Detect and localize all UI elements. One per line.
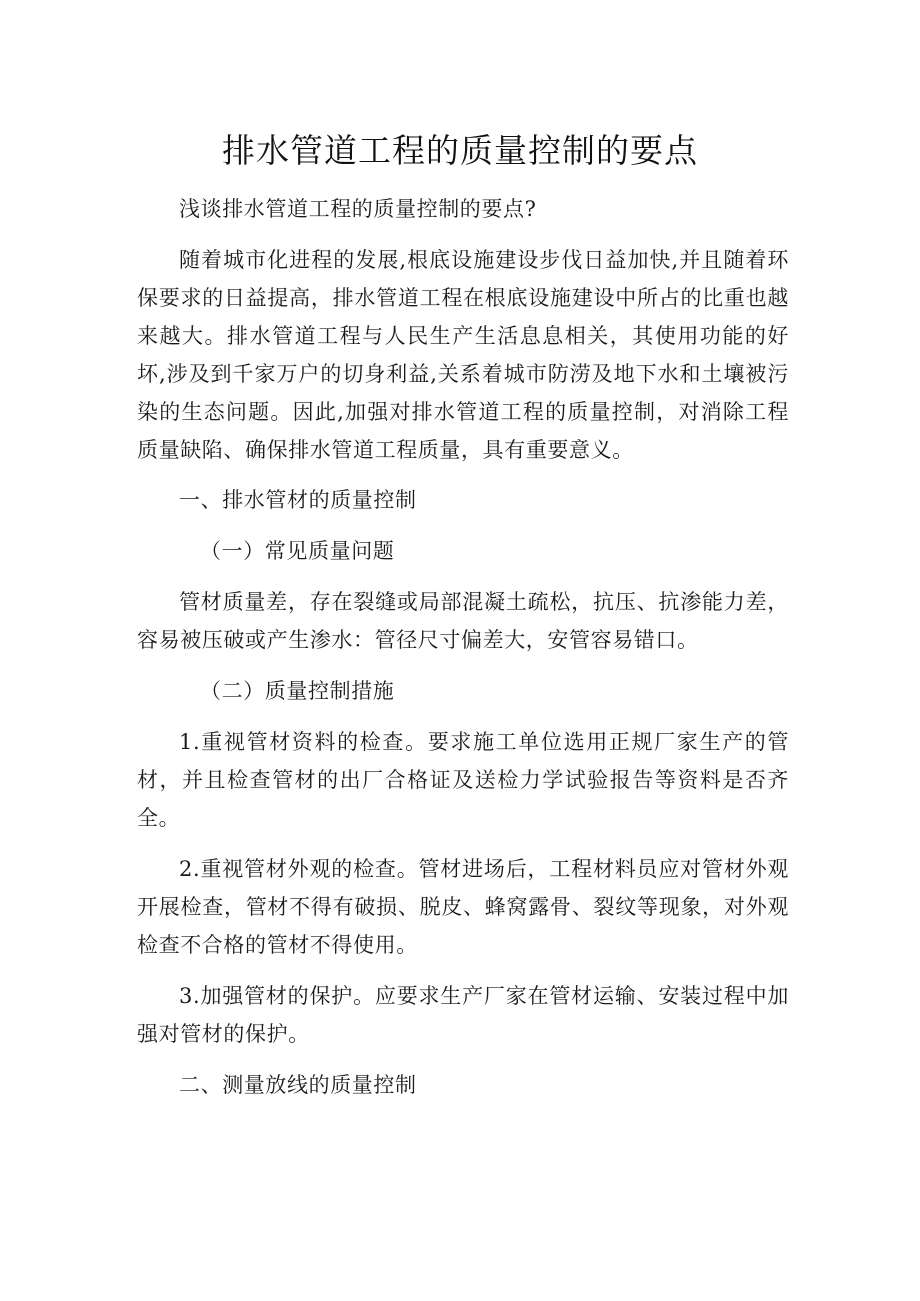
subsection-heading-1-2: （二）质量控制措施 [200,679,395,703]
section-heading-1: 一、排水管材的质量控制 [179,488,417,512]
measure-item-1: 1.重视管材资料的检查。要求施工单位选用正规厂家生产的管材，并且检查管材的出厂合格证及送检力学试验报告等资料是否齐全。 [137,730,789,830]
section-heading-2: 二、测量放线的质量控制 [179,1073,417,1097]
subsection-heading-1-1: （一）常见质量问题 [200,539,395,563]
intro-question: 浅谈排水管道工程的质量控制的要点? [179,197,537,221]
common-issues-paragraph: 管材质量差，存在裂缝或局部混凝土疏松，抗压、抗渗能力差，容易被压破或产生渗水：管径尺寸偏差大，安管容易错口。 [137,590,789,652]
document-title: 排水管道工程的质量控制的要点 [222,131,698,170]
intro-paragraph: 随着城市化进程的发展,根底设施建设步伐日益加快,并且随着环保要求的日益提高，排水管道工程在根底设施建设中所占的比重也越来越大。排水管道工程与人民生产生活息息相关，其使用功能的好坏,涉及到千家万户的切身利益,关系着城市防涝及地下水和土壤被污染的生态问题。因此,加强对排水管道工程的质量控制，对消除工程质量缺陷、确保排水管道工程质量，具有重要意义。 [137,248,789,462]
measure-item-3: 3.加强管材的保护。应要求生产厂家在管材运输、安装过程中加强对管材的保护。 [137,984,789,1046]
measure-item-2: 2.重视管材外观的检查。管材进场后，工程材料员应对管材外观开展检查，管材不得有破损、脱皮、蜂窝露骨、裂纹等现象，对外观检查不合格的管材不得使用。 [137,857,789,957]
document-body [137,190,789,1104]
